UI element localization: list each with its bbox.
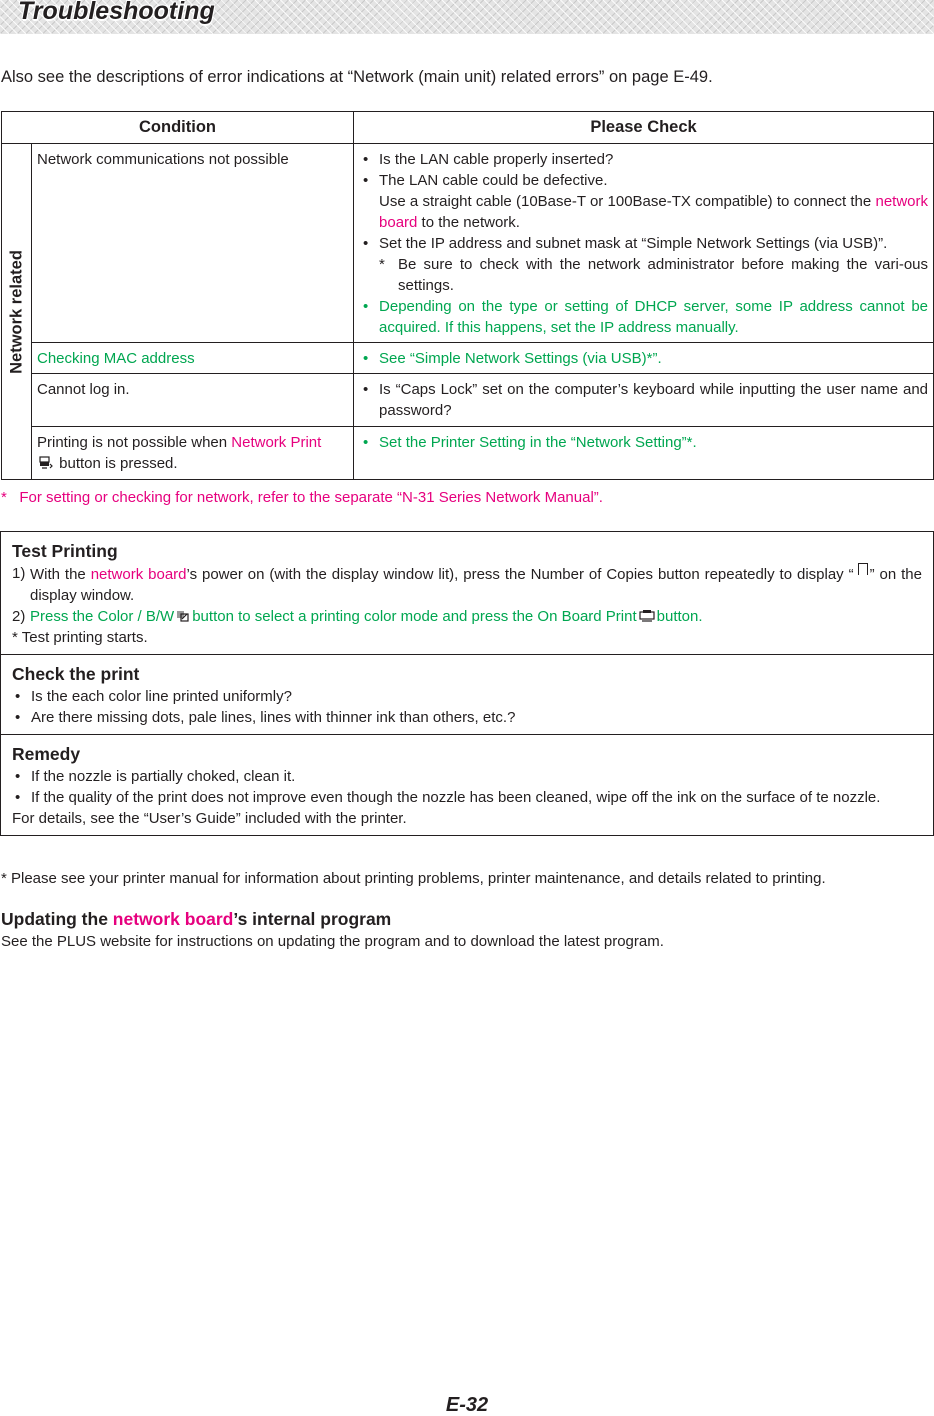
condition-cell: Cannot log in. (32, 374, 354, 427)
list-item: • If the quality of the print does not improve even though the nozzle has been cleaned, wipe off the ink on the surface of te nozzle. (12, 787, 922, 808)
condition-cell: Checking MAC address (32, 343, 354, 374)
test-note: * Test printing starts. (12, 629, 148, 646)
step-2: 2) Press the Color / B/W button to select a printing color mode and press the On Board Print button. (12, 608, 703, 625)
test-printing-box (0, 531, 934, 836)
list-item: • The LAN cable could be defective. Use a straight cable (10Base-T or 100Base-TX compatible) to connect the network board to the network. (360, 170, 928, 233)
list-item: • Is the LAN cable properly inserted? (360, 149, 928, 170)
network-board-link: network board (90, 566, 187, 583)
list-item: • Depending on the type or setting of DHCP server, some IP address cannot be acquired. If this happens, set the IP address manually. (360, 296, 928, 338)
category-cell (2, 144, 32, 480)
table-row (2, 374, 934, 427)
update-text: See the PLUS website for instructions on updating the program and to download the latest program. (1, 933, 664, 950)
table-footnote: * For setting or checking for network, refer to the separate “N-31 Series Network Manual”. (1, 489, 603, 506)
network-print-icon (39, 456, 53, 470)
table-row (2, 343, 934, 374)
check-cell (354, 374, 934, 427)
condition-cell: Printing is not possible when Network Print button is pressed. (32, 427, 354, 480)
page-title: Troubleshooting (18, 0, 215, 25)
display-p-icon (858, 563, 868, 575)
remedy-section (1, 734, 933, 835)
list-item: • Are there missing dots, pale lines, lines with thinner ink than others, etc.? (12, 707, 922, 728)
check-cell (354, 343, 934, 374)
section-title: Check the print (12, 664, 140, 684)
network-print-link: Network Print (231, 434, 322, 451)
test-printing-section (1, 532, 933, 654)
color-bw-icon (176, 609, 190, 623)
table-row (2, 144, 934, 343)
check-cell (354, 144, 934, 343)
section-title: Remedy (12, 744, 81, 764)
title-bar (0, 0, 934, 34)
update-title: Updating the network board’s internal program (1, 909, 392, 929)
list-item: • Set the Printer Setting in the “Network Setting”*. (360, 432, 928, 453)
network-board-link: network board (379, 193, 929, 231)
list-item: • Is the each color line printed uniformly? (12, 686, 922, 707)
condition-cell: Network communications not possible (32, 144, 354, 343)
list-item: • If the nozzle is partially choked, clean it. (12, 766, 922, 787)
step-1: 1) With the network board’s power on (with the display window lit), press the Number of Copies button repeatedly to display “ ” on the display window. (12, 565, 922, 604)
list-item: • See “Simple Network Settings (via USB)*”. (360, 348, 928, 369)
check-print-section (1, 654, 933, 734)
asterisk-note: * Be sure to check with the network administrator before making the vari-ous settings. (379, 256, 929, 294)
table-row (2, 427, 934, 480)
page-number: E-32 (445, 1394, 489, 1416)
list-item: • Is “Caps Lock” set on the computer’s keyboard while inputting the user name and password? (360, 379, 928, 421)
check-cell (354, 427, 934, 480)
printer-note: * Please see your printer manual for information about printing problems, printer maintenance, and details related to printing. (1, 870, 826, 887)
on-board-print-icon (639, 609, 655, 623)
category-label: Network related (7, 249, 25, 374)
network-board-link: network board (112, 909, 234, 929)
remedy-details: For details, see the “User’s Guide” included with the printer. (12, 810, 407, 827)
header-please-check: Please Check (354, 112, 934, 144)
list-item: • Set the IP address and subnet mask at “Simple Network Settings (via USB)”. (360, 233, 928, 254)
section-title: Test Printing (12, 541, 118, 561)
intro-text: Also see the descriptions of error indications at “Network (main unit) related errors” on page E-49. (1, 68, 713, 86)
table-header-row (2, 112, 934, 144)
header-condition: Condition (2, 112, 354, 144)
troubleshooting-table (1, 111, 934, 480)
